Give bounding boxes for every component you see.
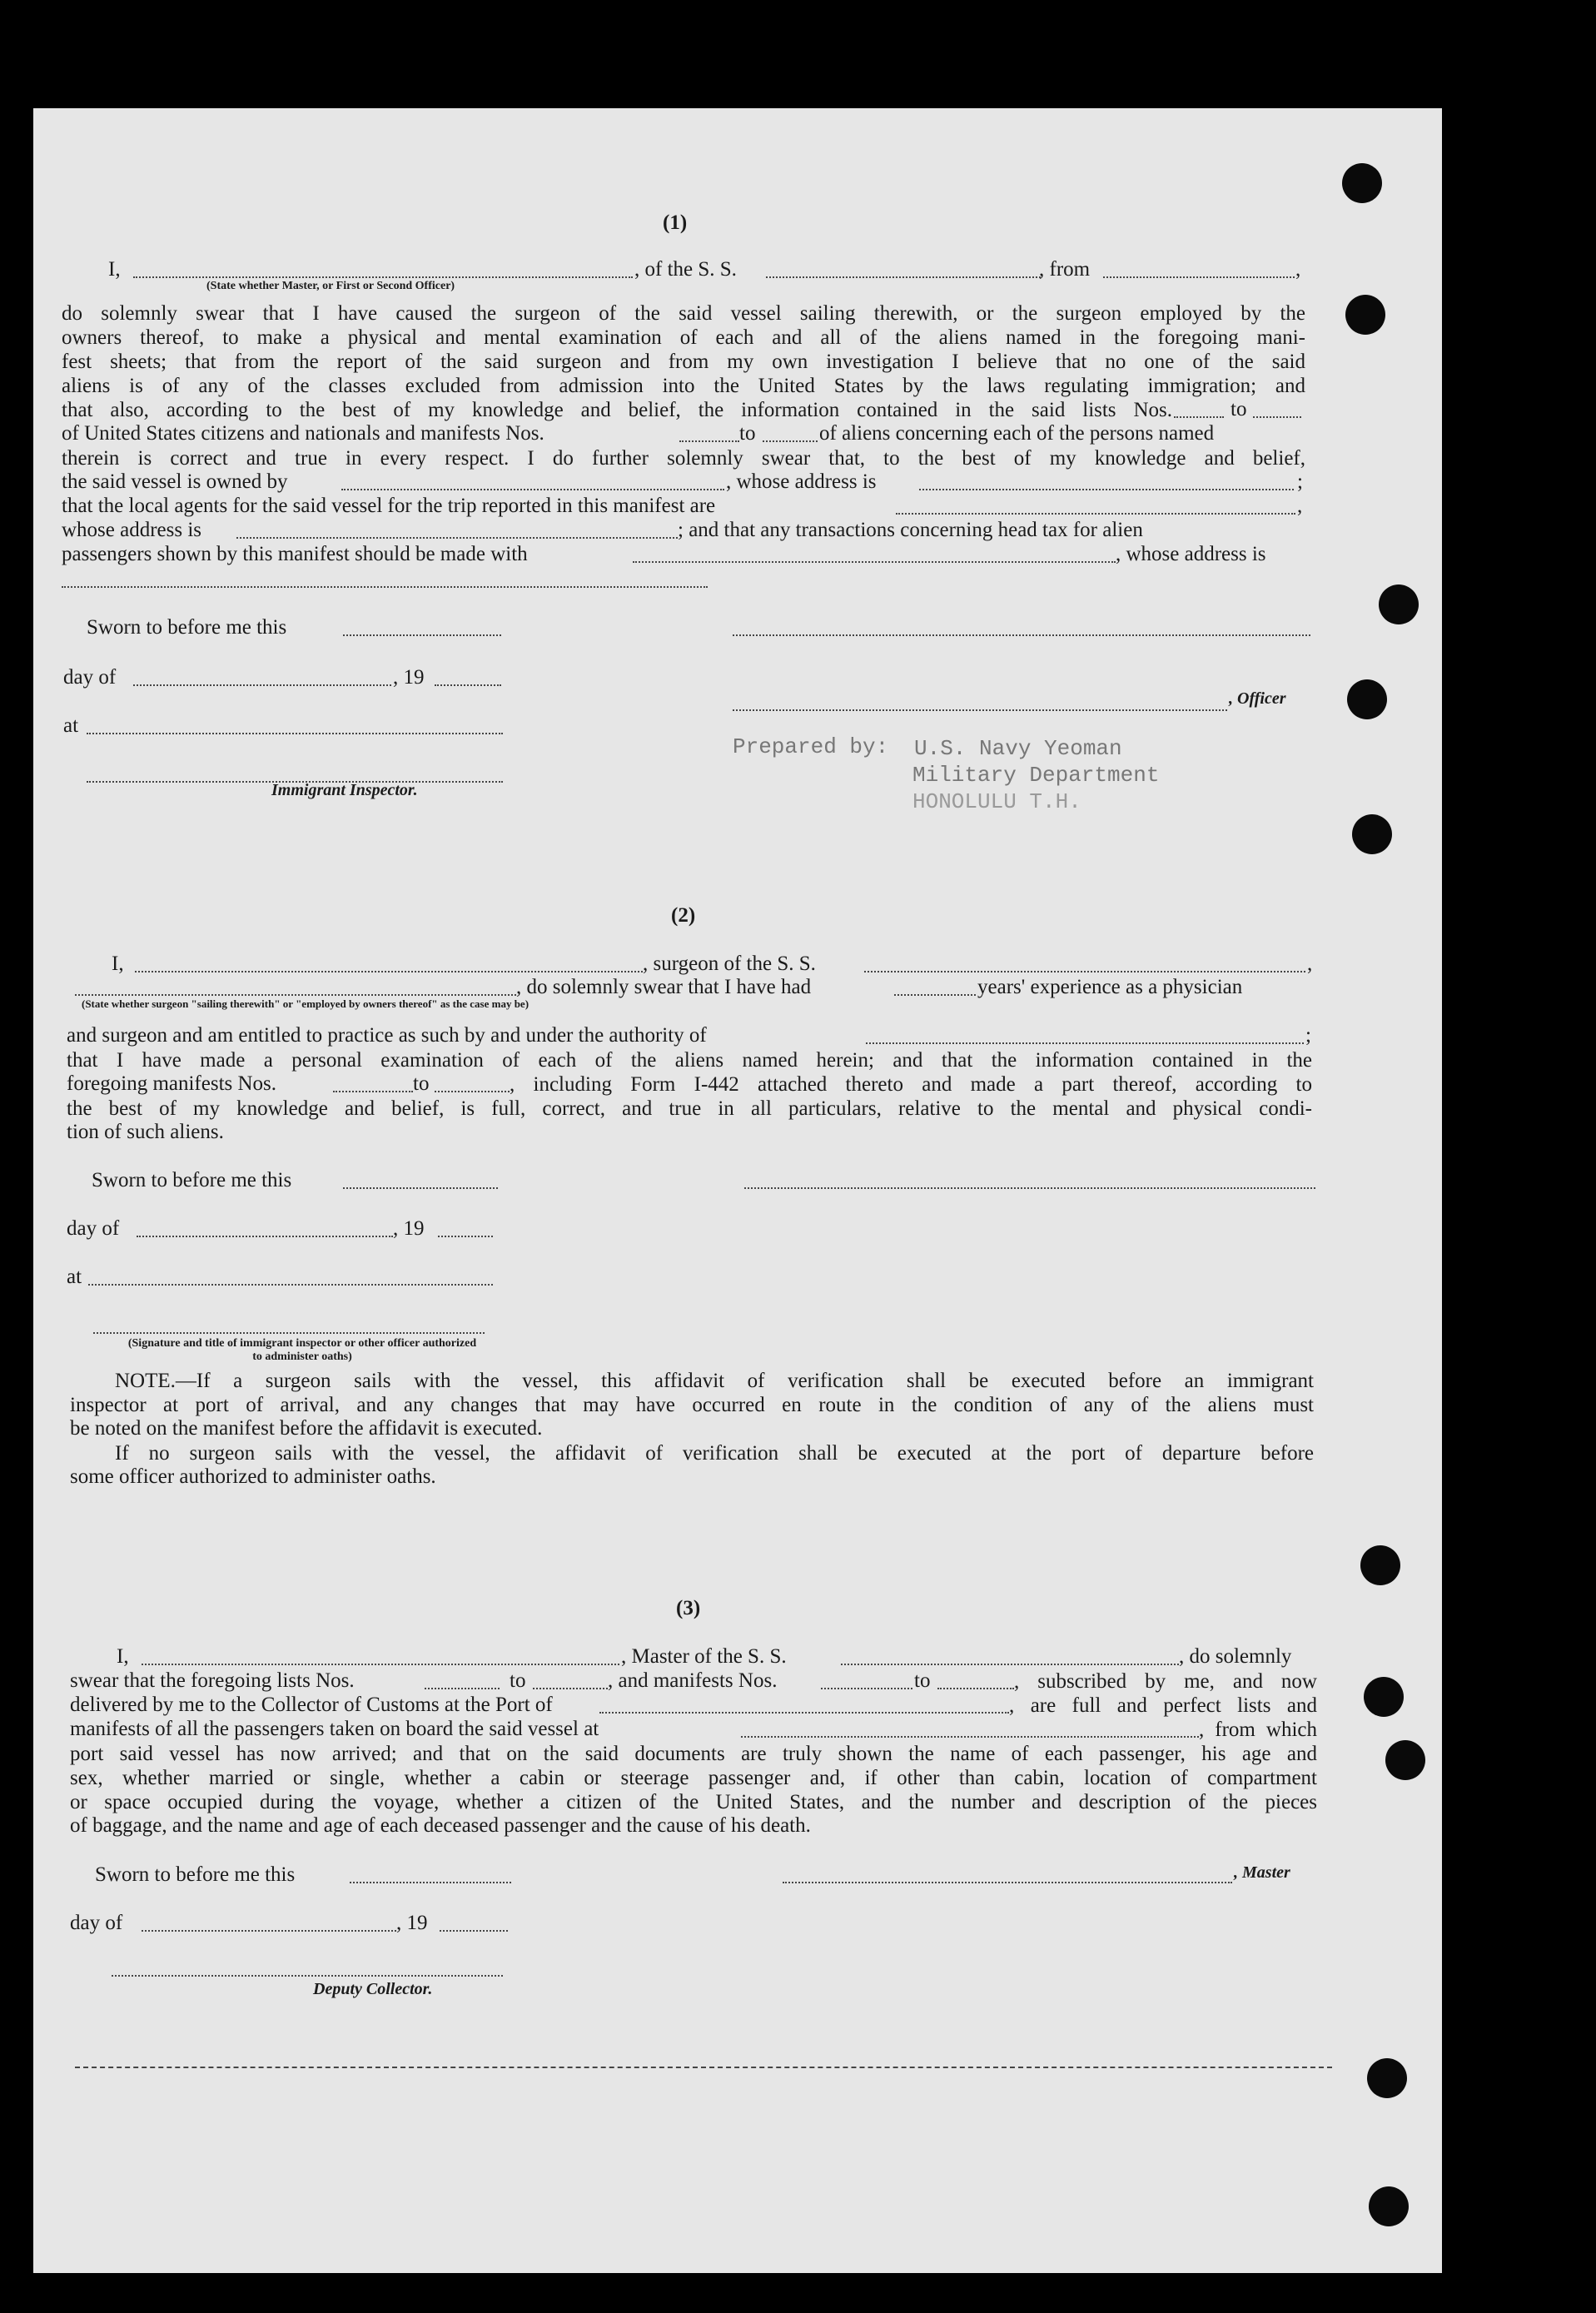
s1-i: I, (108, 258, 121, 281)
s2-para-0: and surgeon and am entitled to practice as such by and under the authority of (67, 1024, 707, 1047)
punch-hole-5 (1352, 814, 1392, 854)
s3-day-of: day of (70, 1912, 123, 1934)
s1-officer: , Officer (1229, 689, 1286, 708)
section-1-number: (1) (663, 211, 688, 234)
s1-whose-address-1: , whose address is (726, 470, 877, 493)
s2-form-text: , including Form I-442 attached thereto and made a part thereof, according to (510, 1073, 1312, 1096)
s1-at: at (63, 714, 79, 737)
s1-para-2: fest sheets; that from the report of the said surgeon and from my own investigation I believe that no one of the said (62, 351, 1305, 373)
s1-stamp-line2: Military Department (912, 763, 1160, 788)
s1-para-10: passengers shown by this manifest should be made with (62, 543, 528, 565)
s2-semicolon: ; (1305, 1024, 1311, 1047)
s1-day-of: day of (63, 666, 117, 689)
s3-delivered: delivered by me to the Collector of Customs at the Port of (70, 1694, 553, 1716)
s1-stamp-line3: HONOLULU T.H. (912, 789, 1081, 814)
s1-caption-officer: (State whether Master, or First or Second Officer) (206, 280, 455, 292)
s2-caption-surgeon: (State whether surgeon "sailing therewith" or "employed by owners thereof" as the case may be) (82, 997, 530, 1010)
s2-day-of: day of (67, 1217, 120, 1240)
s2-surgeon: , surgeon of the S. S. (643, 953, 816, 975)
s3-manifests-nos: , and manifests Nos. (608, 1669, 778, 1692)
s3-para-1: sex, whether married or single, whether a cabin or steerage passenger and, if other than cabin, location of compartment (70, 1767, 1317, 1789)
s2-para-4: tion of such aliens. (67, 1121, 224, 1143)
s1-comma-2: , (1297, 495, 1303, 517)
s2-para-3: the best of my knowledge and belief, is full, correct, and true in all particulars, relative to the mental and physical condi- (67, 1097, 1312, 1120)
s1-comma: , (1295, 258, 1301, 281)
s1-year: , 19 (393, 666, 425, 689)
s1-para-7: the said vessel is owned by (62, 470, 288, 493)
s2-years: years' experience as a physician (977, 976, 1243, 998)
s1-para-4: that also, according to the best of my knowledge and belief, the information contained in the said lists Nos. (62, 399, 1172, 421)
s1-stamp-prepared-by: Prepared by: (733, 734, 889, 759)
s1-semicolon: ; (1297, 470, 1303, 493)
s1-sworn: Sworn to before me this (87, 616, 287, 639)
punch-hole-9 (1367, 2058, 1407, 2098)
s1-head-tax: ; and that any transactions concerning head tax for alien (678, 519, 1143, 541)
punch-hole-3 (1379, 584, 1419, 624)
s3-full-perfect: , are full and perfect lists and (1009, 1694, 1317, 1717)
section-2-number: (2) (671, 904, 696, 927)
s2-comma: , (1307, 953, 1313, 975)
s1-para-5: of United States citizens and nationals and manifests Nos. (62, 422, 544, 445)
punch-hole-8 (1385, 1740, 1425, 1780)
s1-from: , from (1039, 258, 1091, 281)
s2-swear: , do solemnly swear that I have had (516, 976, 812, 998)
s1-para-3: aliens is of any of the classes excluded from admission into the United States by the laws regulating immigration; and (62, 375, 1305, 397)
punch-hole-2 (1345, 295, 1385, 335)
s3-year: , 19 (396, 1912, 428, 1934)
s1-para-0: do solemnly swear that I have caused the surgeon of the said vessel sailing therewith, or the surgeon employed by the (62, 302, 1305, 325)
s3-sworn: Sworn to before me this (95, 1863, 296, 1886)
s1-para-8: that the local agents for the said vessel for the trip reported in this manifest are (62, 495, 716, 517)
s2-note-2: be noted on the manifest before the affidavit is executed. (70, 1417, 543, 1440)
section-3-number: (3) (676, 1597, 701, 1619)
s3-para-3: of baggage, and the name and age of each deceased passenger and the cause of his death. (70, 1814, 811, 1837)
s3-master: , Master (1234, 1863, 1290, 1882)
s2-note-0: NOTE.—If a surgeon sails with the vessel, this affidavit of verification shall be executed before an immigrant (115, 1370, 1314, 1392)
punch-hole-4 (1347, 679, 1387, 719)
s3-deputy-collector: Deputy Collector. (313, 1980, 433, 1998)
punch-hole-6 (1360, 1545, 1400, 1585)
s3-para-0: port said vessel has now arrived; and that on the said documents are truly shown the name of each passenger, his age and (70, 1743, 1317, 1765)
s1-para-9: whose address is (62, 519, 202, 541)
s3-to-1: to (510, 1669, 526, 1692)
s1-immigrant-inspector: Immigrant Inspector. (271, 781, 418, 799)
s2-note-1: inspector at port of arrival, and any changes that may have occurred en route in the condition of any of the aliens must (70, 1394, 1314, 1416)
s2-note-3: If no surgeon sails with the vessel, the affidavit of verification shall be executed at the port of departure before (115, 1442, 1314, 1465)
s2-note-4: some officer authorized to administer oaths. (70, 1465, 436, 1488)
punch-hole-7 (1364, 1677, 1404, 1717)
s2-para-2: foregoing manifests Nos. (67, 1072, 277, 1095)
s3-from-which: , from which (1199, 1719, 1317, 1741)
s2-to: to (413, 1072, 430, 1095)
s2-i: I, (112, 953, 124, 975)
s3-para-2: or space occupied during the voyage, whether a citizen of the United States, and the number and description of the pieces (70, 1791, 1317, 1813)
s1-para-6: therein is correct and true in every respect. I do further solemnly swear that, to the best of my knowledge and belief, (62, 447, 1305, 470)
s1-to-2: to (739, 422, 756, 445)
punch-hole-10 (1369, 2186, 1409, 2226)
s1-stamp-line1: U.S. Navy Yeoman (914, 736, 1122, 761)
s1-to-1: to (1231, 398, 1247, 420)
s1-whose-address-2: , whose address is (1116, 543, 1266, 565)
s2-para-1: that I have made a personal examination of each of the aliens named herein; and that the information contained in the (67, 1049, 1312, 1072)
s1-of-aliens: of aliens concerning each of the persons named (819, 422, 1215, 445)
s1-of-ss: , of the S. S. (634, 258, 737, 281)
s3-to-2: to (914, 1669, 931, 1692)
s2-sworn: Sworn to before me this (92, 1169, 292, 1191)
s3-subscribed: , subscribed by me, and now (1014, 1670, 1317, 1693)
s1-para-1: owners thereof, to make a physical and mental examination of each and all of the aliens named in the foregoing mani- (62, 326, 1305, 349)
s2-year: , 19 (393, 1217, 425, 1240)
punch-hole-1 (1342, 163, 1382, 203)
s3-manifests-all: manifests of all the passengers taken on board the said vessel at (70, 1718, 599, 1740)
s3-do-solemnly: , do solemnly (1179, 1645, 1292, 1668)
s3-i: I, (117, 1645, 129, 1668)
s3-lists-nos: swear that the foregoing lists Nos. (70, 1669, 355, 1692)
s2-at: at (67, 1266, 82, 1288)
s2-caption-sig: (Signature and title of immigrant inspector or other officer authorized to administer oaths) (127, 1337, 477, 1363)
s3-master-of: , Master of the S. S. (621, 1645, 787, 1668)
